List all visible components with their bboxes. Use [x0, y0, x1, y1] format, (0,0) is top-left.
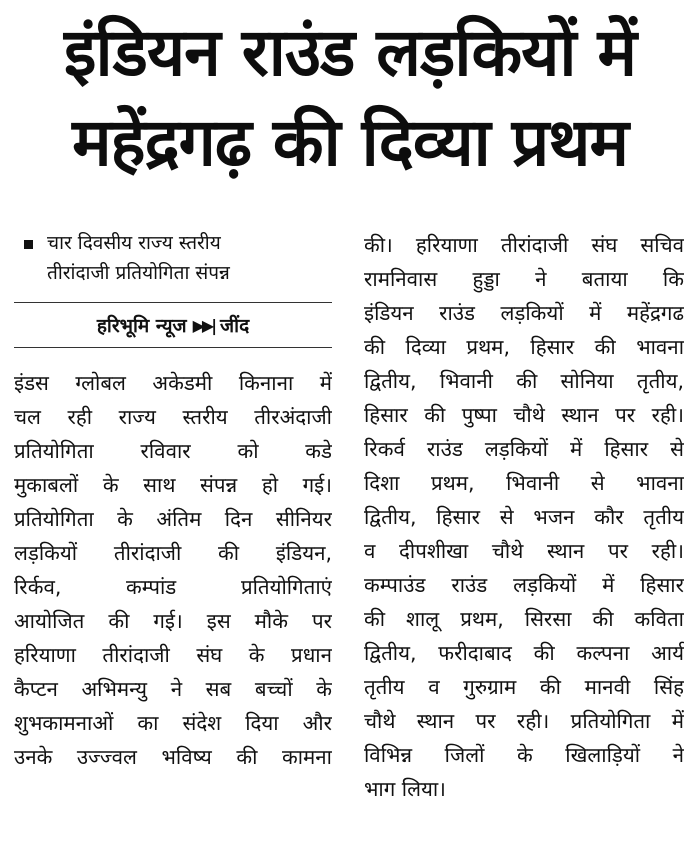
headline-line-1: इंडियन राउंड लड़कियों में — [64, 14, 636, 91]
article-line: व दीपशीखा चौथे स्थान पर रही। — [364, 539, 684, 563]
article-line: की दिव्या प्रथम, हिसार की भावना — [364, 335, 684, 359]
article-line: तृतीय व गुरुग्राम की मानवी सिंह — [364, 675, 684, 699]
article-line: लड़कियों तीरांदाजी की इंडियन, — [14, 541, 332, 565]
article-line: विभिन्न जिलों के खिलाड़ियों ने — [364, 743, 684, 767]
article-line: रिकर्व राउंड लड़कियों में हिसार से — [364, 437, 684, 461]
article-line: शुभकामनाओं का संदेश दिया और — [14, 711, 332, 735]
article-line: मुकाबलों के साथ संपन्न हो गई। — [14, 473, 332, 497]
article-line: रामनिवास हुड्डा ने बताया कि — [364, 267, 684, 291]
article-line: कैप्टन अभिमन्यु ने सब बच्चों के — [14, 677, 332, 701]
article-line: प्रतियोगिता रविवार को कडे — [14, 439, 332, 463]
subheading — [14, 228, 332, 288]
article-line: की शालू प्रथम, सिरसा की कविता — [364, 607, 684, 631]
article-line: भाग लिया। — [364, 777, 446, 801]
article-line: आयोजित की गई। इस मौके पर — [14, 609, 332, 633]
subheading-line-1: चार दिवसीय राज्य स्तरीय — [47, 232, 221, 254]
article-line: रिर्कव, कम्पांड प्रतियोगिताएं — [14, 575, 332, 599]
byline-arrows-icon: ▶▶| — [192, 315, 215, 335]
subheading-line-2: तीरांदाजी प्रतियोगिता संपन्न — [47, 262, 230, 284]
article-line: इंडस ग्लोबल अकेडमी किनाना में — [14, 371, 332, 395]
byline-place: जींद — [220, 315, 250, 337]
left-column — [14, 228, 332, 774]
bullet-square-icon — [24, 240, 33, 249]
article-line: की। हरियाणा तीरांदाजी संघ सचिव — [364, 233, 684, 257]
article-line: हिसार की पुष्पा चौथे स्थान पर रही। — [364, 403, 684, 427]
headline — [0, 8, 700, 188]
article-line: कम्पाउंड राउंड लड़कियों में हिसार — [364, 573, 684, 597]
article-line: प्रतियोगिता के अंतिम दिन सीनियर — [14, 507, 332, 531]
byline — [14, 303, 332, 347]
article-line: दिशा प्रथम, भिवानी से भावना — [364, 471, 684, 495]
article-line: हरियाणा तीरांदाजी संघ के प्रधान — [14, 643, 332, 667]
right-column — [364, 228, 684, 806]
article-line: द्वितीय, फरीदाबाद की कल्पना आर्य — [364, 641, 684, 665]
article-line: उनके उज्ज्वल भविष्य की कामना — [14, 745, 332, 769]
article-line: द्वितीय, भिवानी की सोनिया तृतीय, — [364, 369, 684, 393]
headline-line-2: महेंद्रगढ़ की दिव्या प्रथम — [72, 104, 628, 181]
article-line: चौथे स्थान पर रही। प्रतियोगिता में — [364, 709, 684, 733]
article-body-left — [14, 366, 332, 774]
article-line: चल रही राज्य स्तरीय तीरअंदाजी — [14, 405, 332, 429]
article-line: इंडियन राउंड लड़कियों में महेंद्रगढ — [364, 301, 684, 325]
byline-source: हरिभूमि न्यूज — [96, 315, 187, 337]
article-line: द्वितीय, हिसार से भजन कौर तृतीय — [364, 505, 684, 529]
divider — [14, 347, 332, 348]
article-body-right — [364, 228, 684, 806]
